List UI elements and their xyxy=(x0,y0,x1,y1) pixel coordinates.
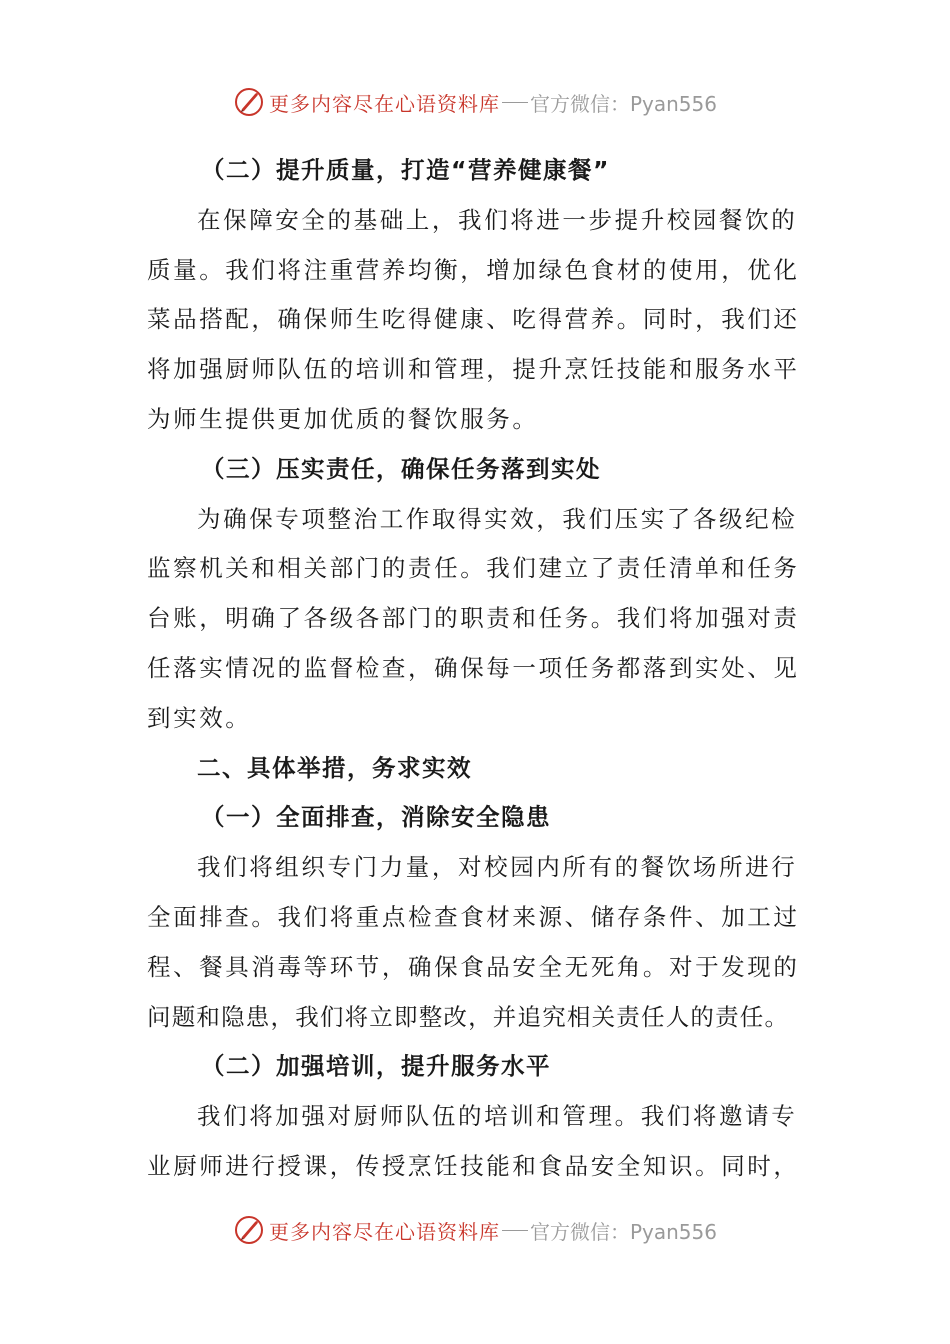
paragraph-line: 业厨师进行授课，传授烹饪技能和食品安全知识。同时， xyxy=(147,1151,800,1180)
paragraph-line: 我们将组织专门力量，对校园内所有的餐饮场所进行 xyxy=(197,853,798,882)
paragraph-line: 监察机关和相关部门的责任。我们建立了责任清单和任务 xyxy=(147,554,800,583)
document-body xyxy=(147,146,807,1192)
section-heading: （二）加强培训，提升服务水平 xyxy=(201,1052,551,1081)
section-heading: （二）提升质量，打造“营养健康餐” xyxy=(201,156,610,184)
paragraph-line: 问题和隐患，我们将立即整改，并追究相关责任人的责任。 xyxy=(147,1002,790,1031)
watermark-library-text: 更多内容尽在心语资料库 xyxy=(268,1219,500,1244)
paragraph-line: 到实效。 xyxy=(147,703,252,732)
paragraph-line: 将加强厨师队伍的培训和管理，提升烹饪技能和服务水平 xyxy=(147,355,800,384)
quill-logo-icon xyxy=(233,86,265,118)
paragraph-line: 全面排查。我们将重点检查食材来源、储存条件、加工过 xyxy=(147,902,800,931)
quill-logo-icon xyxy=(233,1214,265,1246)
paragraph-line: 为确保专项整治工作取得实效，我们压实了各级纪检 xyxy=(197,504,798,533)
paragraph-line: 为师生提供更加优质的餐饮服务。 xyxy=(147,404,539,433)
paragraph-line: 我们将加强对厨师队伍的培训和管理。我们将邀请专 xyxy=(197,1102,798,1131)
watermark-wechat-text: 官方微信：Pyan556 xyxy=(529,1219,717,1244)
paragraph-line: 在保障安全的基础上，我们将进一步提升校园餐饮的 xyxy=(197,205,798,234)
watermark-banner-top xyxy=(0,82,950,122)
section-heading: （一）全面排查，消除安全隐患 xyxy=(201,803,551,832)
watermark-dash xyxy=(502,102,528,103)
paragraph-line: 台账，明确了各级各部门的职责和任务。我们将加强对责 xyxy=(147,604,800,633)
watermark-wechat-text: 官方微信：Pyan556 xyxy=(529,91,717,116)
watermark-banner-bottom xyxy=(0,1210,950,1250)
paragraph-line: 程、餐具消毒等环节，确保食品安全无死角。对于发现的 xyxy=(147,952,800,981)
paragraph-line: 菜品搭配，确保师生吃得健康、吃得营养。同时，我们还 xyxy=(147,305,800,334)
chapter-heading: 二、具体举措，务求实效 xyxy=(197,753,472,782)
watermark-dash xyxy=(502,1230,528,1231)
watermark-library-text: 更多内容尽在心语资料库 xyxy=(268,91,500,116)
paragraph-line: 任落实情况的监督检查，确保每一项任务都落到实处、见 xyxy=(147,653,800,682)
section-heading: （三）压实责任，确保任务落到实处 xyxy=(201,454,601,483)
paragraph-line: 质量。我们将注重营养均衡，增加绿色食材的使用，优化 xyxy=(147,255,800,284)
